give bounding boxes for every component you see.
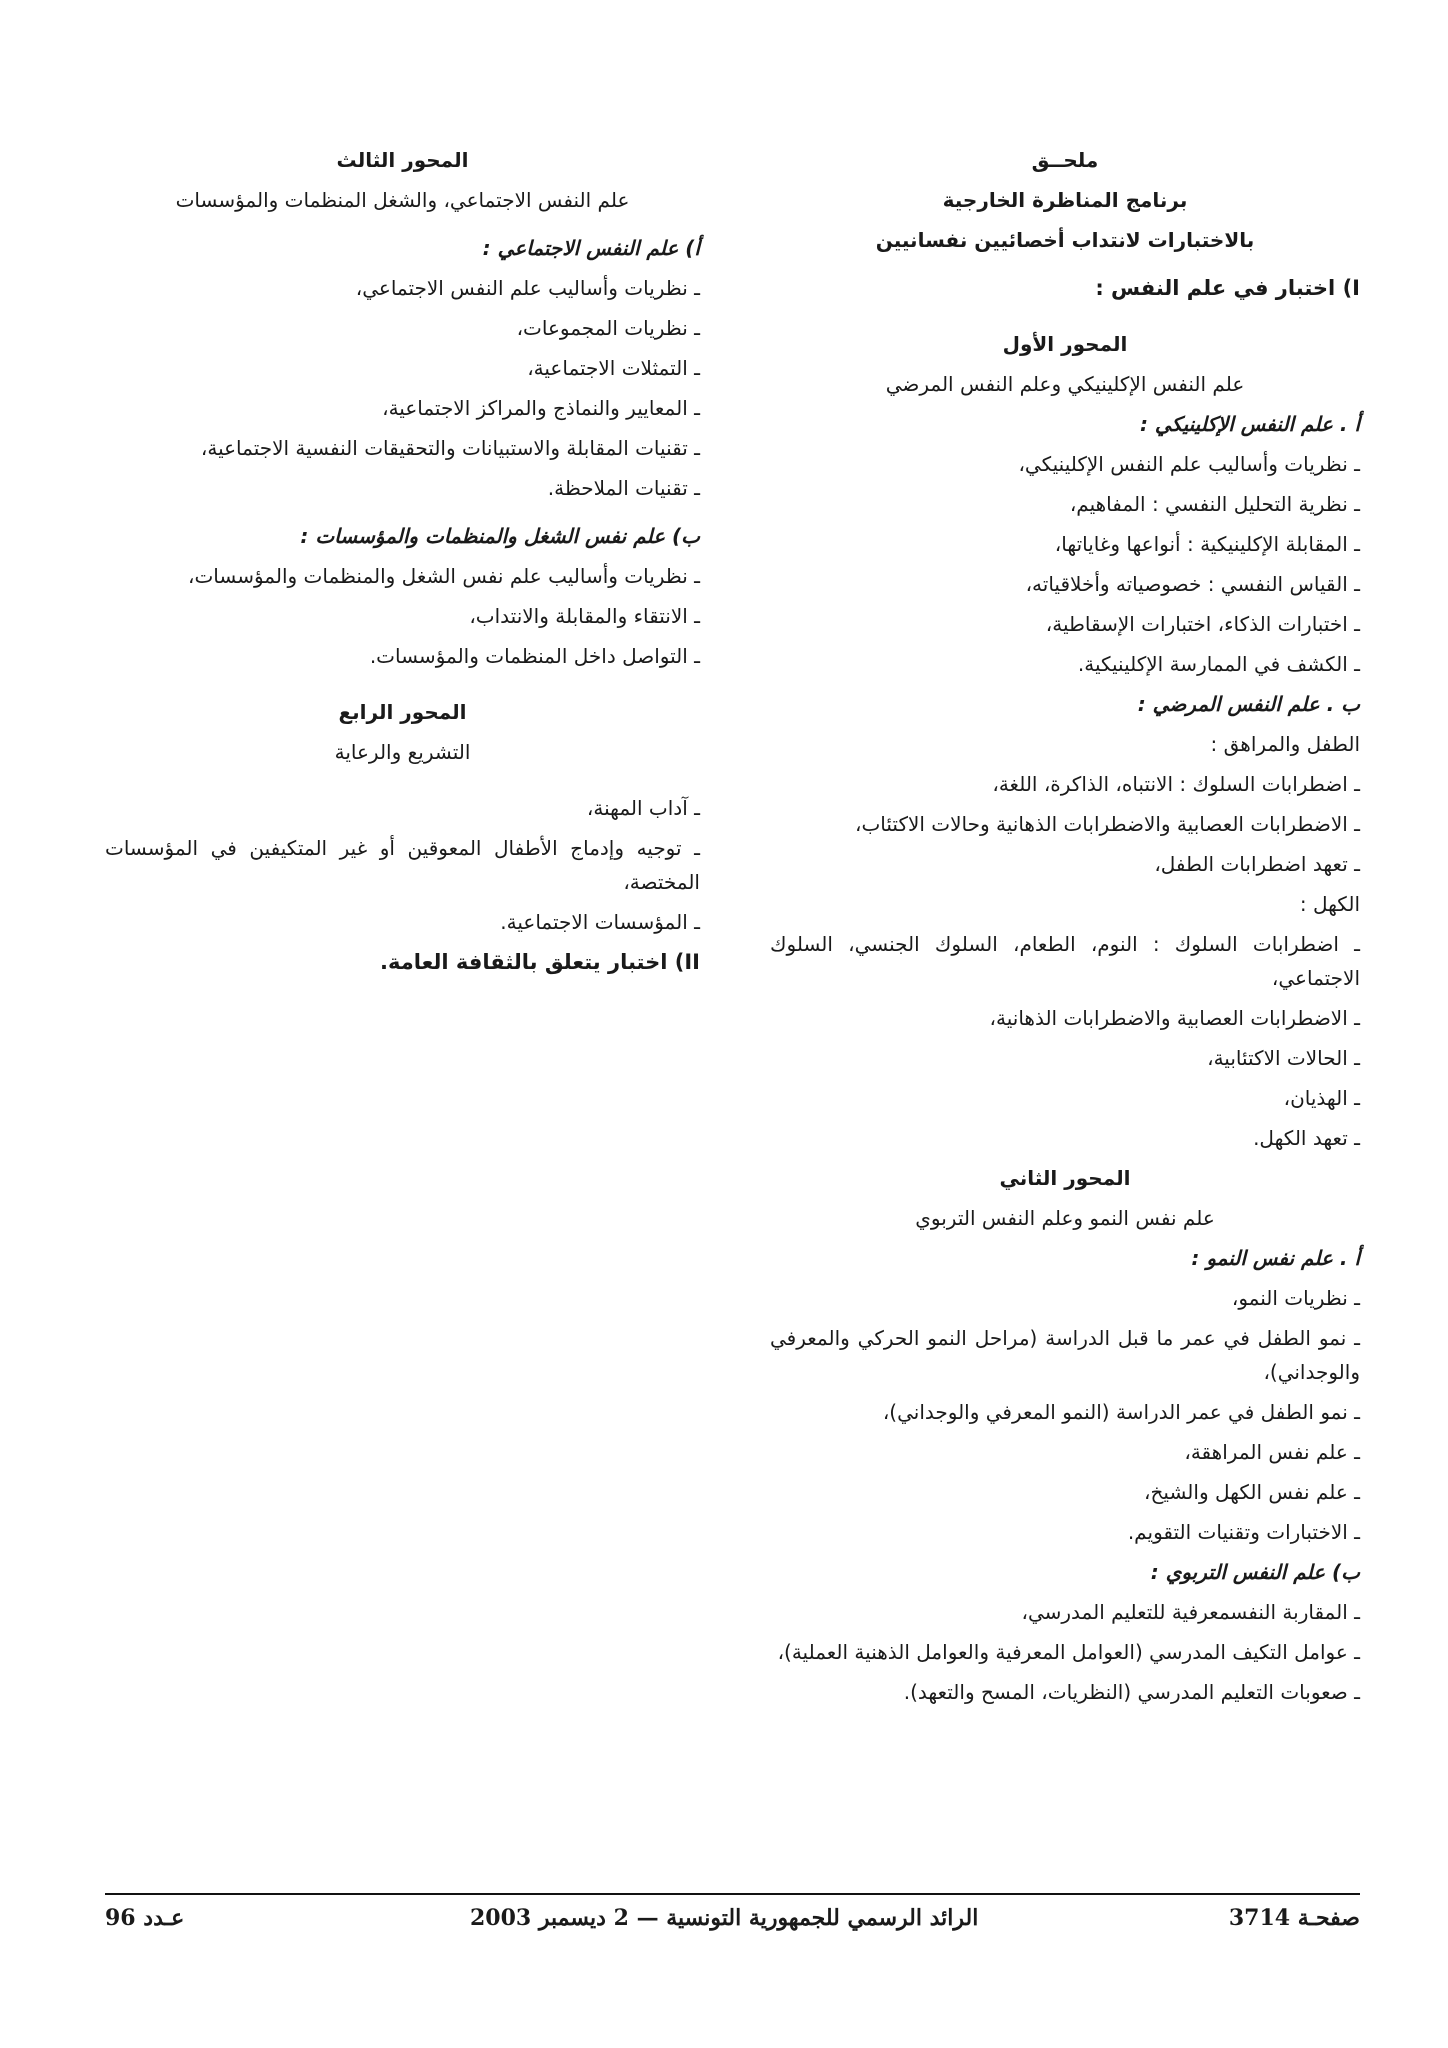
list-item: ـ نظريات المجموعات،	[516, 316, 700, 340]
list-item: ـ الهذيان،	[1283, 1086, 1360, 1110]
list-item: ـ نظريات وأساليب علم نفس الشغل والمنظمات والمؤسسات،	[187, 564, 700, 588]
list-item: ـ اضطرابات السلوك : النوم، الطعام، السلوك الجنسي، السلوك الاجتماعي،	[770, 932, 1360, 990]
left-column	[105, 140, 700, 982]
axis3-subtitle: علم النفس الاجتماعي، والشغل المنظمات والمؤسسات	[175, 188, 630, 212]
list-item: ـ الاختبارات وتقنيات التقويم.	[1127, 1520, 1360, 1544]
list-item: ـ نظرية التحليل النفسي : المفاهيم،	[1069, 492, 1360, 516]
list-item: ـ تعهد الكهل.	[1253, 1126, 1360, 1150]
axis2-part-b-title: ب) علم النفس التربوي :	[1150, 1560, 1360, 1584]
footer-journal-line: الرائد الرسمي للجمهورية التونسية — 2 ديسمبر 2003	[470, 1905, 979, 1931]
footer-rule	[105, 1893, 1360, 1895]
axis2-part-a-title: أ . علم نفس النمو :	[1191, 1246, 1360, 1270]
list-item: ـ المقاربة النفسمعرفية للتعليم المدرسي،	[1021, 1600, 1360, 1624]
list-item: ـ تقنيات الملاحظة.	[547, 476, 700, 500]
program-subtitle: بالاختبارات لانتداب أخصائيين نفسانيين	[875, 228, 1255, 252]
list-item: ـ القياس النفسي : خصوصياته وأخلاقياته،	[1025, 572, 1360, 596]
annex-title: ملحــق	[1031, 148, 1099, 172]
axis3-part-b-title: ب) علم نفس الشغل والمنظمات والمؤسسات :	[300, 524, 700, 548]
list-item: ـ المعايير والنماذج والمراكز الاجتماعية،	[382, 396, 700, 420]
list-item: ـ الاضطرابات العصابية والاضطرابات الذهانية،	[989, 1006, 1360, 1030]
axis4-subtitle: التشريع والرعاية	[334, 740, 471, 764]
axis1-subtitle: علم النفس الإكلينيكي وعلم النفس المرضي	[885, 372, 1245, 396]
right-column	[770, 140, 1360, 1712]
axis1-heading: المحور الأول	[1002, 332, 1128, 356]
adult-label: الكهل :	[1299, 892, 1360, 916]
list-item: ـ تعهد اضطرابات الطفل،	[1154, 852, 1360, 876]
axis1-part-b-title: ب . علم النفس المرضي :	[1137, 692, 1360, 716]
program-title: برنامج المناظرة الخارجية	[942, 188, 1188, 212]
axis4-heading: المحور الرابع	[338, 700, 467, 724]
list-item: ـ نمو الطفل في عمر ما قبل الدراسة (مراحل النمو الحركي والمعرفي والوجداني)،	[770, 1326, 1360, 1384]
list-item: ـ التواصل داخل المنظمات والمؤسسات.	[369, 644, 700, 668]
axis2-heading: المحور الثاني	[999, 1166, 1131, 1190]
axis3-heading: المحور الثالث	[336, 148, 469, 172]
footer-issue-number: عـدد 96	[105, 1905, 185, 1931]
list-item: ـ الانتقاء والمقابلة والانتداب،	[469, 604, 700, 628]
list-item: ـ علم نفس المراهقة،	[1184, 1440, 1360, 1464]
list-item: ـ نظريات وأساليب علم النفس الاجتماعي،	[355, 276, 700, 300]
list-item: ـ المقابلة الإكلينيكية : أنواعها وغاياتها،	[1054, 532, 1360, 556]
list-item: ـ الكشف في الممارسة الإكلينيكية.	[1077, 652, 1360, 676]
list-item: ـ التمثلات الاجتماعية،	[527, 356, 700, 380]
list-item: ـ اختبارات الذكاء، اختبارات الإسقاطية،	[1045, 612, 1360, 636]
footer-page-number: صفحـة 3714	[1228, 1905, 1360, 1931]
list-item: ـ الحالات الاكتئابية،	[1207, 1046, 1360, 1070]
list-item: ـ نمو الطفل في عمر الدراسة (النمو المعرفي والوجداني)،	[882, 1400, 1360, 1424]
list-item: ـ توجيه وإدماج الأطفال المعوقين أو غير المتكيفين في المؤسسات المختصة،	[105, 836, 700, 894]
list-item: ـ عوامل التكيف المدرسي (العوامل المعرفية والعوامل الذهنية العملية)،	[777, 1640, 1360, 1664]
list-item: ـ تقنيات المقابلة والاستبيانات والتحقيقات النفسية الاجتماعية،	[200, 436, 700, 460]
child-label: الطفل والمراهق :	[1210, 732, 1360, 756]
list-item: ـ نظريات وأساليب علم النفس الإكلينيكي،	[1018, 452, 1360, 476]
axis1-part-a-title: أ . علم النفس الإكلينيكي :	[1139, 412, 1360, 436]
list-item: ـ علم نفس الكهل والشيخ،	[1144, 1480, 1360, 1504]
section-I-heading: I) اختبار في علم النفس :	[1095, 276, 1360, 300]
list-item: ـ صعوبات التعليم المدرسي (النظريات، المسح والتعهد).	[903, 1680, 1360, 1704]
list-item: ـ نظريات النمو،	[1231, 1286, 1360, 1310]
section-II-heading: II) اختبار يتعلق بالثقافة العامة.	[380, 950, 700, 974]
list-item: ـ المؤسسات الاجتماعية.	[500, 910, 700, 934]
list-item: ـ الاضطرابات العصابية والاضطرابات الذهانية وحالات الاكتئاب،	[855, 812, 1360, 836]
list-item: ـ اضطرابات السلوك : الانتباه، الذاكرة، اللغة،	[992, 772, 1360, 796]
axis3-part-a-title: أ) علم النفس الاجتماعي :	[482, 236, 700, 260]
list-item: ـ آداب المهنة،	[586, 796, 700, 820]
axis2-subtitle: علم نفس النمو وعلم النفس التربوي	[915, 1206, 1215, 1230]
